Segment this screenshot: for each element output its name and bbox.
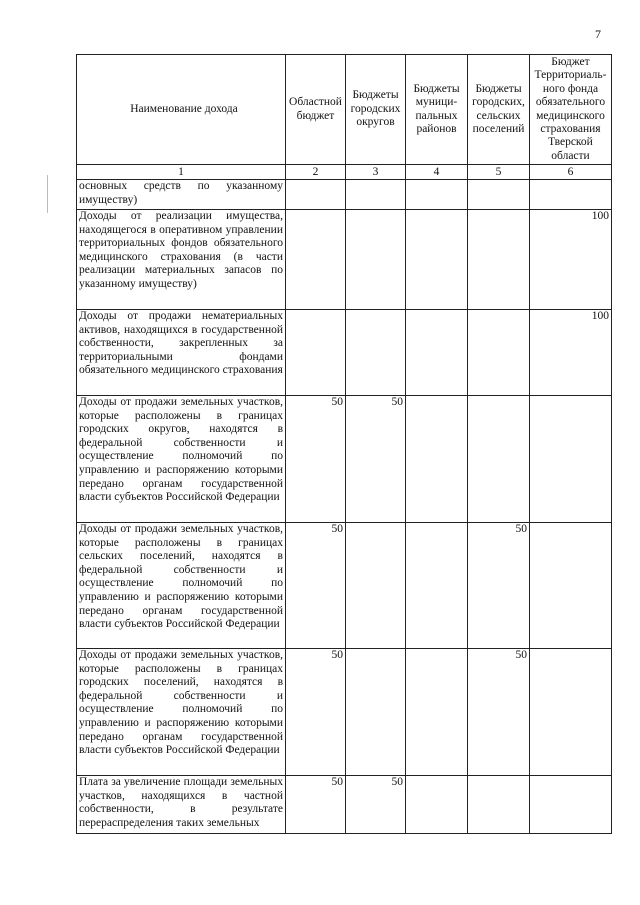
table-row (77, 396, 612, 523)
value-regional: 50 (286, 649, 346, 776)
value-municipal-districts (406, 396, 468, 523)
header-settlements: Бюджеты городских, сельских поселений (468, 55, 530, 165)
table-row (77, 310, 612, 396)
column-number: 5 (468, 165, 530, 180)
value-municipal-districts (406, 310, 468, 396)
income-name: Доходы от реализации имущества, находящегося в оперативном управлении территориальных фондов обязательного медицинского страхования (в части реализации материальных запасов по указанному имуществу) (77, 210, 286, 310)
header-regional-budget: Областной бюджет (286, 55, 346, 165)
table-row (77, 180, 612, 210)
value-municipal-districts (406, 649, 468, 776)
value-municipal-districts (406, 180, 468, 210)
table-row (77, 210, 612, 310)
column-number: 1 (77, 165, 286, 180)
column-number: 6 (530, 165, 612, 180)
value-city-districts (346, 523, 406, 649)
value-regional: 50 (286, 396, 346, 523)
value-city-districts (346, 649, 406, 776)
header-medical-insurance-fund: Бюджет Территориаль-ного фонда обязательного медицинского страхования Тверской области (530, 55, 612, 165)
column-number: 4 (406, 165, 468, 180)
value-settlements: 50 (468, 649, 530, 776)
page-number: 7 (595, 27, 601, 41)
value-medical-fund (530, 523, 612, 649)
income-name: Доходы от продажи земельных участков, которые расположены в границах городских округов, находятся в федеральной собственности и осуществление полномочий по управлению и распоряжению которыми передано органам государственной власти субъектов Российской Федерации (77, 396, 286, 523)
value-medical-fund (530, 396, 612, 523)
margin-mark (47, 175, 48, 213)
value-city-districts (346, 210, 406, 310)
value-medical-fund: 100 (530, 310, 612, 396)
value-medical-fund (530, 180, 612, 210)
value-settlements (468, 310, 530, 396)
value-city-districts: 50 (346, 776, 406, 834)
income-name: Доходы от продажи земельных участков, которые расположены в границах городских поселений, находятся в федеральной собственности и осуществление полномочий по управлению и распоряжению которыми передано органам государственной власти субъектов Российской Федерации (77, 649, 286, 776)
value-medical-fund: 100 (530, 210, 612, 310)
value-regional (286, 180, 346, 210)
value-settlements (468, 210, 530, 310)
value-municipal-districts (406, 210, 468, 310)
column-number: 3 (346, 165, 406, 180)
table-row (77, 776, 612, 834)
value-city-districts (346, 310, 406, 396)
header-municipal-districts: Бюджеты муници-пальных районов (406, 55, 468, 165)
header-income-name: Наименование дохода (77, 55, 286, 165)
header-city-districts: Бюджеты городских округов (346, 55, 406, 165)
value-regional: 50 (286, 776, 346, 834)
column-number-row (77, 165, 612, 180)
value-municipal-districts (406, 523, 468, 649)
income-name: Доходы от продажи нематериальных активов, находящихся в государственной собственности, закрепленных за территориальными фондами обязательного медицинского страхования (77, 310, 286, 396)
value-municipal-districts (406, 776, 468, 834)
column-number: 2 (286, 165, 346, 180)
value-medical-fund (530, 649, 612, 776)
income-name: Плата за увеличение площади земельных участков, находящихся в частной собственности, в результате перераспределения таких земельных (77, 776, 286, 834)
value-settlements: 50 (468, 523, 530, 649)
value-medical-fund (530, 776, 612, 834)
income-name: Доходы от продажи земельных участков, которые расположены в границах сельских поселений, находятся в федеральной собственности и осуществление полномочий по управлению и распоряжению которыми передано органам государственной власти субъектов Российской Федерации (77, 523, 286, 649)
table-row (77, 649, 612, 776)
value-city-districts: 50 (346, 396, 406, 523)
income-name: основных средств по указанному имуществу) (77, 180, 286, 210)
value-settlements (468, 180, 530, 210)
value-settlements (468, 776, 530, 834)
revenue-table (76, 54, 612, 834)
value-settlements (468, 396, 530, 523)
value-regional (286, 310, 346, 396)
value-regional (286, 210, 346, 310)
table-row (77, 523, 612, 649)
header-row (77, 55, 612, 165)
value-city-districts (346, 180, 406, 210)
value-regional: 50 (286, 523, 346, 649)
